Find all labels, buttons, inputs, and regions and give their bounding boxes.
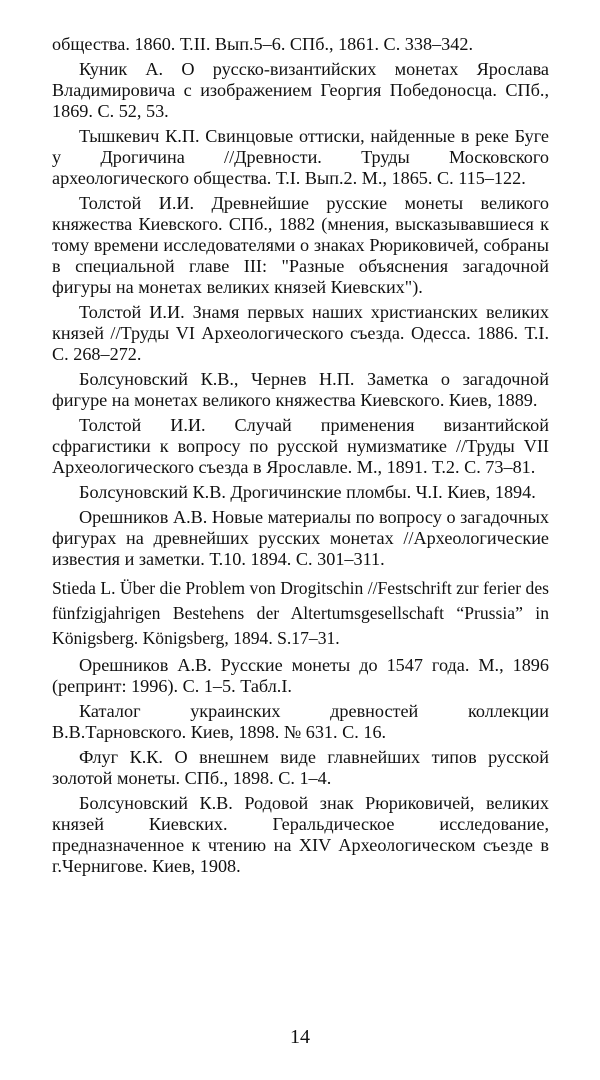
bibliography-entry: Каталог украинских древностей коллекции В.В.Тарновского. Киев, 1898. № 631. С. 16.: [52, 701, 549, 742]
bibliography-entry: общества. 1860. Т.II. Вып.5–6. СПб., 1861. С. 338–342.: [52, 34, 473, 54]
bibliography-entry: Куник А. О русско-византийских монетах Ярослава Владимировича с изображением Георгия Победоносца. СПб., 1869. С. 52, 53.: [52, 59, 549, 121]
bibliography-list: [52, 34, 549, 877]
bibliography-entry: Флуг К.К. О внешнем виде главнейших типов русской золотой монеты. СПб., 1898. С. 1–4.: [52, 747, 549, 788]
bibliography-entry: Толстой И.И. Знамя первых наших христианских великих князей //Труды VI Археологического съезда. Одесса. 1886. Т.I. С. 268–272.: [52, 302, 549, 364]
bibliography-entry: Тышкевич К.П. Свинцовые оттиски, найденные в реке Буге у Дрогичина //Древности. Труды Московского археологического общества. Т.I. Вып.2. М., 1865. С. 115–122.: [52, 126, 549, 188]
bibliography-entry: Толстой И.И. Случай применения византийской сфрагистики к вопросу по русской нумизматике //Труды VII Археологического съезда в Ярославле. М., 1891. Т.2. С. 73–81.: [52, 415, 549, 477]
bibliography-entry: Орешников А.В. Новые материалы по вопросу о загадочных фигурах на древнейших русских монетах //Археологические известия и заметки. Т.10. 1894. С. 301–311.: [52, 507, 549, 569]
bibliography-entry: Болсуновский К.В. Родовой знак Рюриковичей, великих князей Киевских. Геральдическое исследование, предназначенное к чтению на XIV Археологическом съезде в г.Чернигове. Киев, 1908.: [52, 793, 549, 876]
bibliography-entry: Толстой И.И. Древнейшие русские монеты великого княжества Киевского. СПб., 1882 (мнения, высказывавшиеся к тому времени исследователями о знаках Рюриковичей, собраны в специальной главе III: "Разные объяснения загадочной фигуры на монетах великих князей Киевских").: [52, 193, 549, 297]
bibliography-entry: Болсуновский К.В. Дрогичинские пломбы. Ч.I. Киев, 1894.: [79, 482, 536, 502]
page-number: 14: [290, 1026, 310, 1048]
bibliography-entry: Болсуновский К.В., Чернев Н.П. Заметка о загадочной фигуре на монетах великого княжества Киевского. Киев, 1889.: [52, 369, 549, 410]
bibliography-entry: Орешников А.В. Русские монеты до 1547 года. М., 1896 (репринт: 1996). С. 1–5. Табл.I.: [52, 655, 549, 696]
bibliography-entry: Stieda L. Über die Problem von Drogitschin //Festschrift zur ferier des fünfzigjahrigen Bestehens der Altertumsgesellschaft “Prussia” in Königsberg. Königsberg, 1894. S.17–31.: [52, 578, 549, 648]
